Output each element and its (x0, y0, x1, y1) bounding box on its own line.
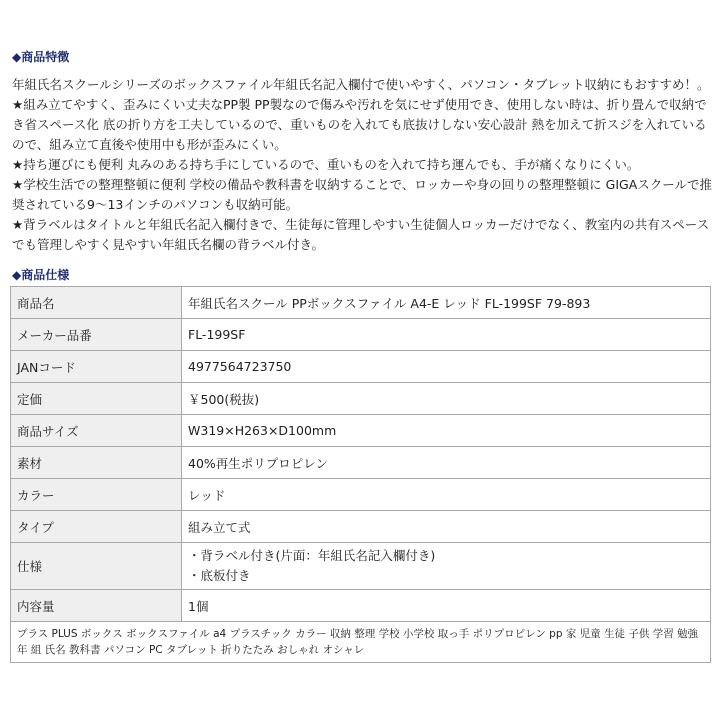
spec-label-quantity: 内容量 (11, 590, 182, 622)
spec-value-list-price: ￥500(税抜) (182, 383, 711, 415)
spec-value-product-name: 年組氏名スクール PPボックスファイル A4-E レッド FL-199SF 79-893 (182, 287, 711, 319)
table-row (11, 479, 711, 511)
spec-label-material: 素材 (11, 447, 182, 479)
table-row (11, 511, 711, 543)
spec-label-product-name: 商品名 (11, 287, 182, 319)
table-row (11, 415, 711, 447)
keywords-cell: プラス PLUS ボックス ボックスファイル a4 プラスチック カラー 収納 整理 学校 小学校 取っ手 ポリプロピレン pp 家 児童 生徒 子供 学習 勉強 年 組 氏名 教科書 パソコン PC タブレット 折りたたみ おしゃれ オシャレ (11, 622, 711, 663)
spec-label-color: カラー (11, 479, 182, 511)
spec-value-specification (182, 543, 711, 590)
spec-label-maker-code: メーカー品番 (11, 319, 182, 351)
spec-line-back-label: ・背ラベル付き(片面：年組氏名記入欄付き) (188, 548, 436, 563)
spec-line-bottom-board: ・底板付き (188, 568, 251, 583)
specs-heading: ◆商品仕様 (12, 268, 70, 282)
specs-table (10, 286, 711, 663)
feature-paragraph-handle: ★持ち運びにも便利 丸みのある持ち手にしているので、重いものを入れて持ち運んでも、手が痛くなりにくい。 (12, 157, 640, 172)
feature-paragraph-assembly: ★組み立てやすく、歪みにくい丈夫なPP製 PP製なので傷みや汚れを気にせず使用でき、使用しない時は、折り畳んで収納でき省スペース化 底の折り方を工夫しているので、重いものを入れても底抜けしない安心設計 熱を加えて折スジを入れているので、組み立て直後や使用中も形が歪みにくい。 (12, 97, 707, 152)
spec-label-specification: 仕様 (11, 543, 182, 590)
spec-value-jan-code: 4977564723750 (182, 351, 711, 383)
spec-value-type: 組み立て式 (182, 511, 711, 543)
spec-label-type: タイプ (11, 511, 182, 543)
table-row (11, 351, 711, 383)
table-row (11, 383, 711, 415)
spec-value-maker-code: FL-199SF (182, 319, 711, 351)
features-heading: ◆商品特徴 (12, 50, 70, 64)
table-row (11, 447, 711, 479)
table-row (11, 622, 711, 663)
feature-paragraph-school: ★学校生活での整理整頓に便利 学校の備品や教科書を収納することで、ロッカーや身の回りの整理整頓に GIGAスクールで推奨されている9～13インチのパソコンも収納可能。 (12, 177, 713, 212)
feature-paragraph-label: ★背ラベルはタイトルと年組氏名記入欄付きで、生徒毎に管理しやすい生徒個人ロッカーだけでなく、教室内の共有スペースでも管理しやすく見やすい年組氏名欄の背ラベル付き。 (12, 217, 710, 252)
table-row (11, 590, 711, 622)
spec-label-size: 商品サイズ (11, 415, 182, 447)
spec-value-quantity: 1個 (182, 590, 711, 622)
spec-value-size: W319×H263×D100mm (182, 415, 711, 447)
table-row (11, 543, 711, 590)
table-row (11, 319, 711, 351)
spec-label-list-price: 定価 (11, 383, 182, 415)
feature-paragraph-intro: 年組氏名スクールシリーズのボックスファイル年組氏名記入欄付で使いやすく、パソコン・タブレット収納にもおすすめ！。 (12, 77, 710, 92)
features-description (12, 75, 714, 255)
spec-value-material: 40%再生ポリプロピレン (182, 447, 711, 479)
spec-label-jan-code: JANコード (11, 351, 182, 383)
spec-value-color: レッド (182, 479, 711, 511)
table-row (11, 287, 711, 319)
